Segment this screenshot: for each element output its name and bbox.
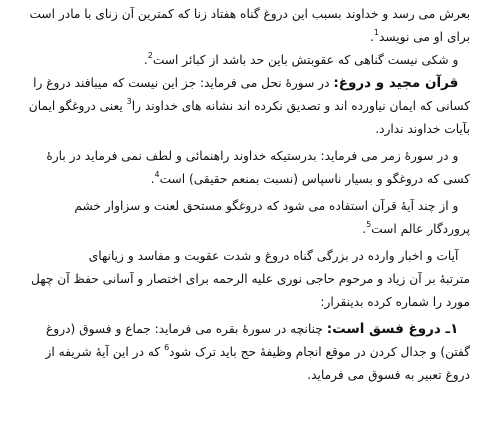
text-run: . — [362, 222, 367, 236]
text-run: گفتن) و جدال کردن در موقع انجام وظیفهٔ حج باید ترک شود — [169, 345, 470, 359]
section-heading: ۱ـ دروغ فسق است: — [326, 321, 459, 337]
footnote-marker: 4 — [154, 170, 160, 179]
footnote-marker: 5 — [366, 220, 372, 229]
text-line — [10, 72, 470, 95]
text-line — [10, 291, 470, 314]
text-line — [10, 364, 470, 387]
paragraph-6 — [10, 245, 470, 314]
text-run: بآیات خداوند ندارد. — [375, 122, 470, 136]
text-line — [10, 268, 470, 291]
text-run: کسانی که ایمان نیاورده اند و تصدیق نکرده اند نشانه های خداوند را — [131, 99, 470, 113]
footnote-marker: 6 — [164, 343, 170, 352]
text-run: چنانچه در سورهٔ بقره می فرماید: جماع و فسوق (دروغ — [46, 322, 327, 336]
section-heading: قرآن مجید و دروغ: — [333, 75, 459, 91]
text-run: پروردگار عالم است — [371, 222, 470, 236]
text-run: و از چند آیهٔ قرآن استفاده می شود که دروغگو مستحق لعنت و سزاوار خشم — [74, 199, 459, 213]
text-line — [10, 245, 470, 268]
text-line — [10, 49, 470, 72]
text-line — [10, 218, 470, 241]
paragraph-1 — [10, 3, 470, 49]
paragraph-5 — [10, 195, 470, 241]
text-run: یعنی دروغگو ایمان — [28, 99, 127, 113]
text-line — [10, 168, 470, 191]
text-line — [10, 118, 470, 141]
paragraph-7 — [10, 318, 470, 387]
text-run: بعرش می رسد و خداوند بسبب این دروغ گناه هفتاد زنا که کمترین آن زنای با مادر است — [29, 7, 470, 21]
paragraph-3 — [10, 72, 470, 141]
text-run: و در سورهٔ زمر می فرماید: بدرستیکه خداوند راهنمائی و لطف نمی فرماید در بارهٔ — [46, 149, 459, 163]
text-line — [10, 341, 470, 364]
text-run: . — [143, 53, 148, 67]
text-run: که در این آیهٔ شریفه از — [45, 345, 165, 359]
text-line — [10, 26, 470, 49]
text-run: دروغ تعبیر به فسوق می فرماید. — [307, 368, 470, 382]
text-run: آیات و اخبار وارده در بزرگی گناه دروغ و شدت عقوبت و مفاسد و زیانهای — [88, 249, 459, 263]
text-run: کسی که دروغگو و بسیار ناسپاس (نسبت بمنعم حقیقی) است — [159, 172, 470, 186]
text-run: و شکی نیست گناهی که عقوبتش باین حد باشد از کبائر است — [152, 53, 459, 67]
footnote-marker: 1 — [373, 28, 380, 37]
text-run: برای او می نویسد — [379, 30, 470, 44]
footnote-marker: 2 — [147, 51, 153, 60]
paragraph-2 — [10, 49, 470, 72]
text-line — [10, 145, 470, 168]
text-run: مورد را شماره کرده بدینقرار: — [320, 295, 470, 309]
text-run: در سورهٔ نحل می فرماید: جز این نیست که میبافند دروغ را — [33, 76, 334, 90]
text-line — [10, 195, 470, 218]
paragraph-4 — [10, 145, 470, 191]
text-run: مترتبهٔ بر آن زیاد و مرحوم حاجی نوری علیه الرحمه برای اختصار و آسانی حفظ آن چهل — [31, 272, 470, 286]
text-run: . — [370, 30, 374, 44]
text-line — [10, 95, 470, 118]
text-line — [10, 318, 470, 341]
text-line — [10, 3, 470, 26]
footnote-marker: 3 — [126, 97, 132, 106]
text-run: . — [150, 172, 155, 186]
